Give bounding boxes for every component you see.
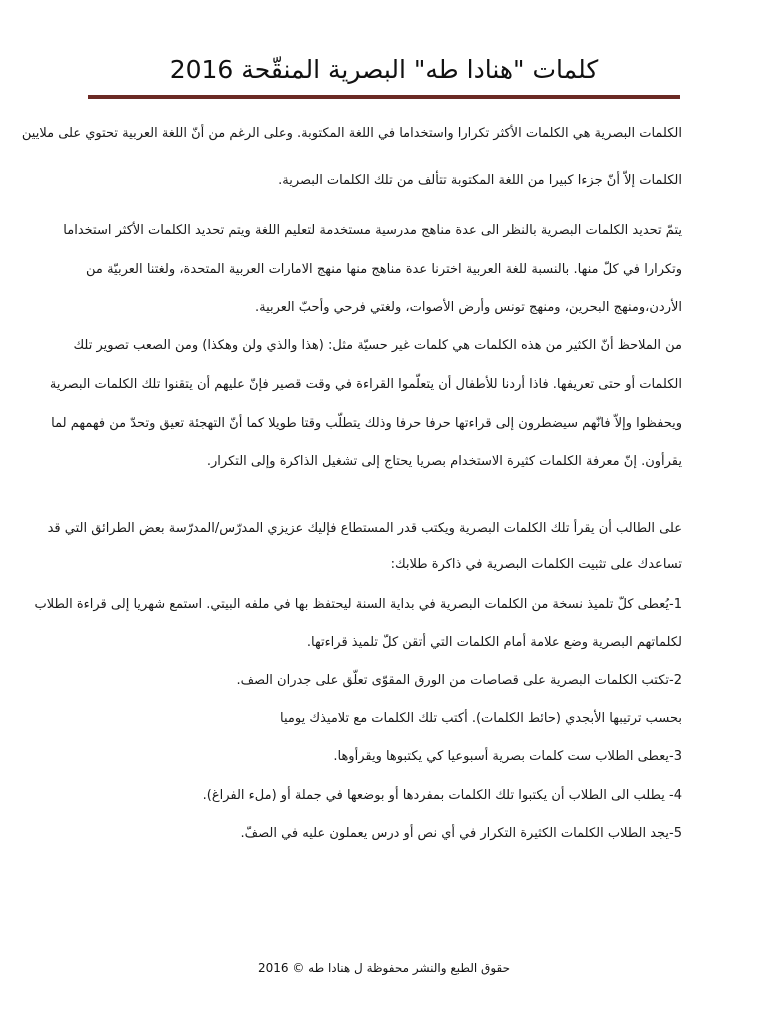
body-line-9: يقرأون. إنّ معرفة الكلمات كثيرة الاستخدام بصريا يحتاج إلى تشغيل الذاكرة وإلى التكرار.: [206, 454, 682, 469]
body-line-5: الأردن،ومنهج البحرين، ومنهج تونس وأرض الأصوات، ولغتي فرحي وأحبّ العربية.: [254, 300, 682, 315]
body-line-2: الكلمات إلاّ أنّ جزءا كبيرا من اللغة المكتوبة تتألف من تلك الكلمات البصرية.: [278, 173, 682, 188]
list-item-5: 5-يجد الطلاب الكلمات الكثيرة التكرار في أي نص أو درس يعملون عليه في الصفّ.: [240, 826, 682, 841]
list-item-3: 3-يعطى الطلاب ست كلمات بصرية أسبوعيا كي يكتبوها ويقرأوها.: [333, 749, 682, 764]
copyright-footer: حقوق الطبع والنشر محفوظة ل هنادا طه © 2016: [257, 961, 511, 975]
body-line-1: الكلمات البصرية هي الكلمات الأكثر تكرارا واستخداما في اللغة المكتوبة. وعلى الرغم من أنّ اللغة العربية تحتوي على ملايين: [21, 126, 682, 141]
list-item-1: 1-يُعطى كلّ تلميذ نسخة من الكلمات البصرية في بداية السنة ليحتفظ بها في ملفه البيتي. استمع شهريا إلى قراءة الطلاب: [34, 597, 682, 612]
list-item-4: 4- يطلب الى الطلاب أن يكتبوا تلك الكلمات بمفردها أو بوضعها في جملة أو (ملء الفراغ).: [202, 788, 682, 803]
list-item-1-cont: لكلماتهم البصرية وضع علامة أمام الكلمات التي أتقن كلّ تلميذ قراءتها.: [306, 635, 682, 650]
title-divider: [88, 95, 680, 99]
body-line-7: الكلمات أو حتى تعريفها. فاذا أردنا للأطفال أن يتعلّموا القراءة في وقت قصير فإنّ عليهم أن يتقنوا تلك الكلمات البصرية: [49, 377, 682, 392]
body-line-6: من الملاحظ أنّ الكثير من هذه الكلمات هي كلمات غير حسيّة مثل: (هذا والذي ولن وهكذا) ومن الصعب تصوير تلك: [73, 338, 682, 353]
body-line-8: ويحفظوا وإلاّ فانّهم سيضطرون إلى قراءتها حرفا حرفا وذلك يتطلّب وقتا طويلا كما أنّ التهجئة تعيق وتحدّ من فهمهم لما: [51, 416, 682, 431]
list-item-2-cont: بحسب ترتيبها الأبجدي (حائط الكلمات). أكتب تلك الكلمات مع تلاميذك يوميا: [280, 711, 682, 726]
body-line-11: تساعدك على تثبيت الكلمات البصرية في ذاكرة طلابك:: [390, 557, 682, 572]
body-line-3: يتمّ تحديد الكلمات البصرية بالنظر الى عدة مناهج مدرسية مستخدمة لتعليم اللغة ويتم تحديد الكلمات الأكثر استخداما: [63, 223, 682, 238]
page-title: كلمات "هنادا طه" البصرية المنقّحة 2016: [169, 55, 599, 84]
body-line-10: على الطالب أن يقرأ تلك الكلمات البصرية ويكتب قدر المستطاع فإليك عزيزي المدرّس/المدرّسة بعض الطرائق التي قد: [47, 521, 682, 536]
body-line-4: وتكرارا في كلّ منها. بالنسبة للغة العربية اخترنا عدة مناهج منها منهج الامارات العربية المتحدة، ولغتنا العربيّة من: [86, 262, 682, 277]
list-item-2: 2-تكتب الكلمات البصرية على قصاصات من الورق المقوّى تعلّق على جدران الصف.: [236, 673, 682, 688]
